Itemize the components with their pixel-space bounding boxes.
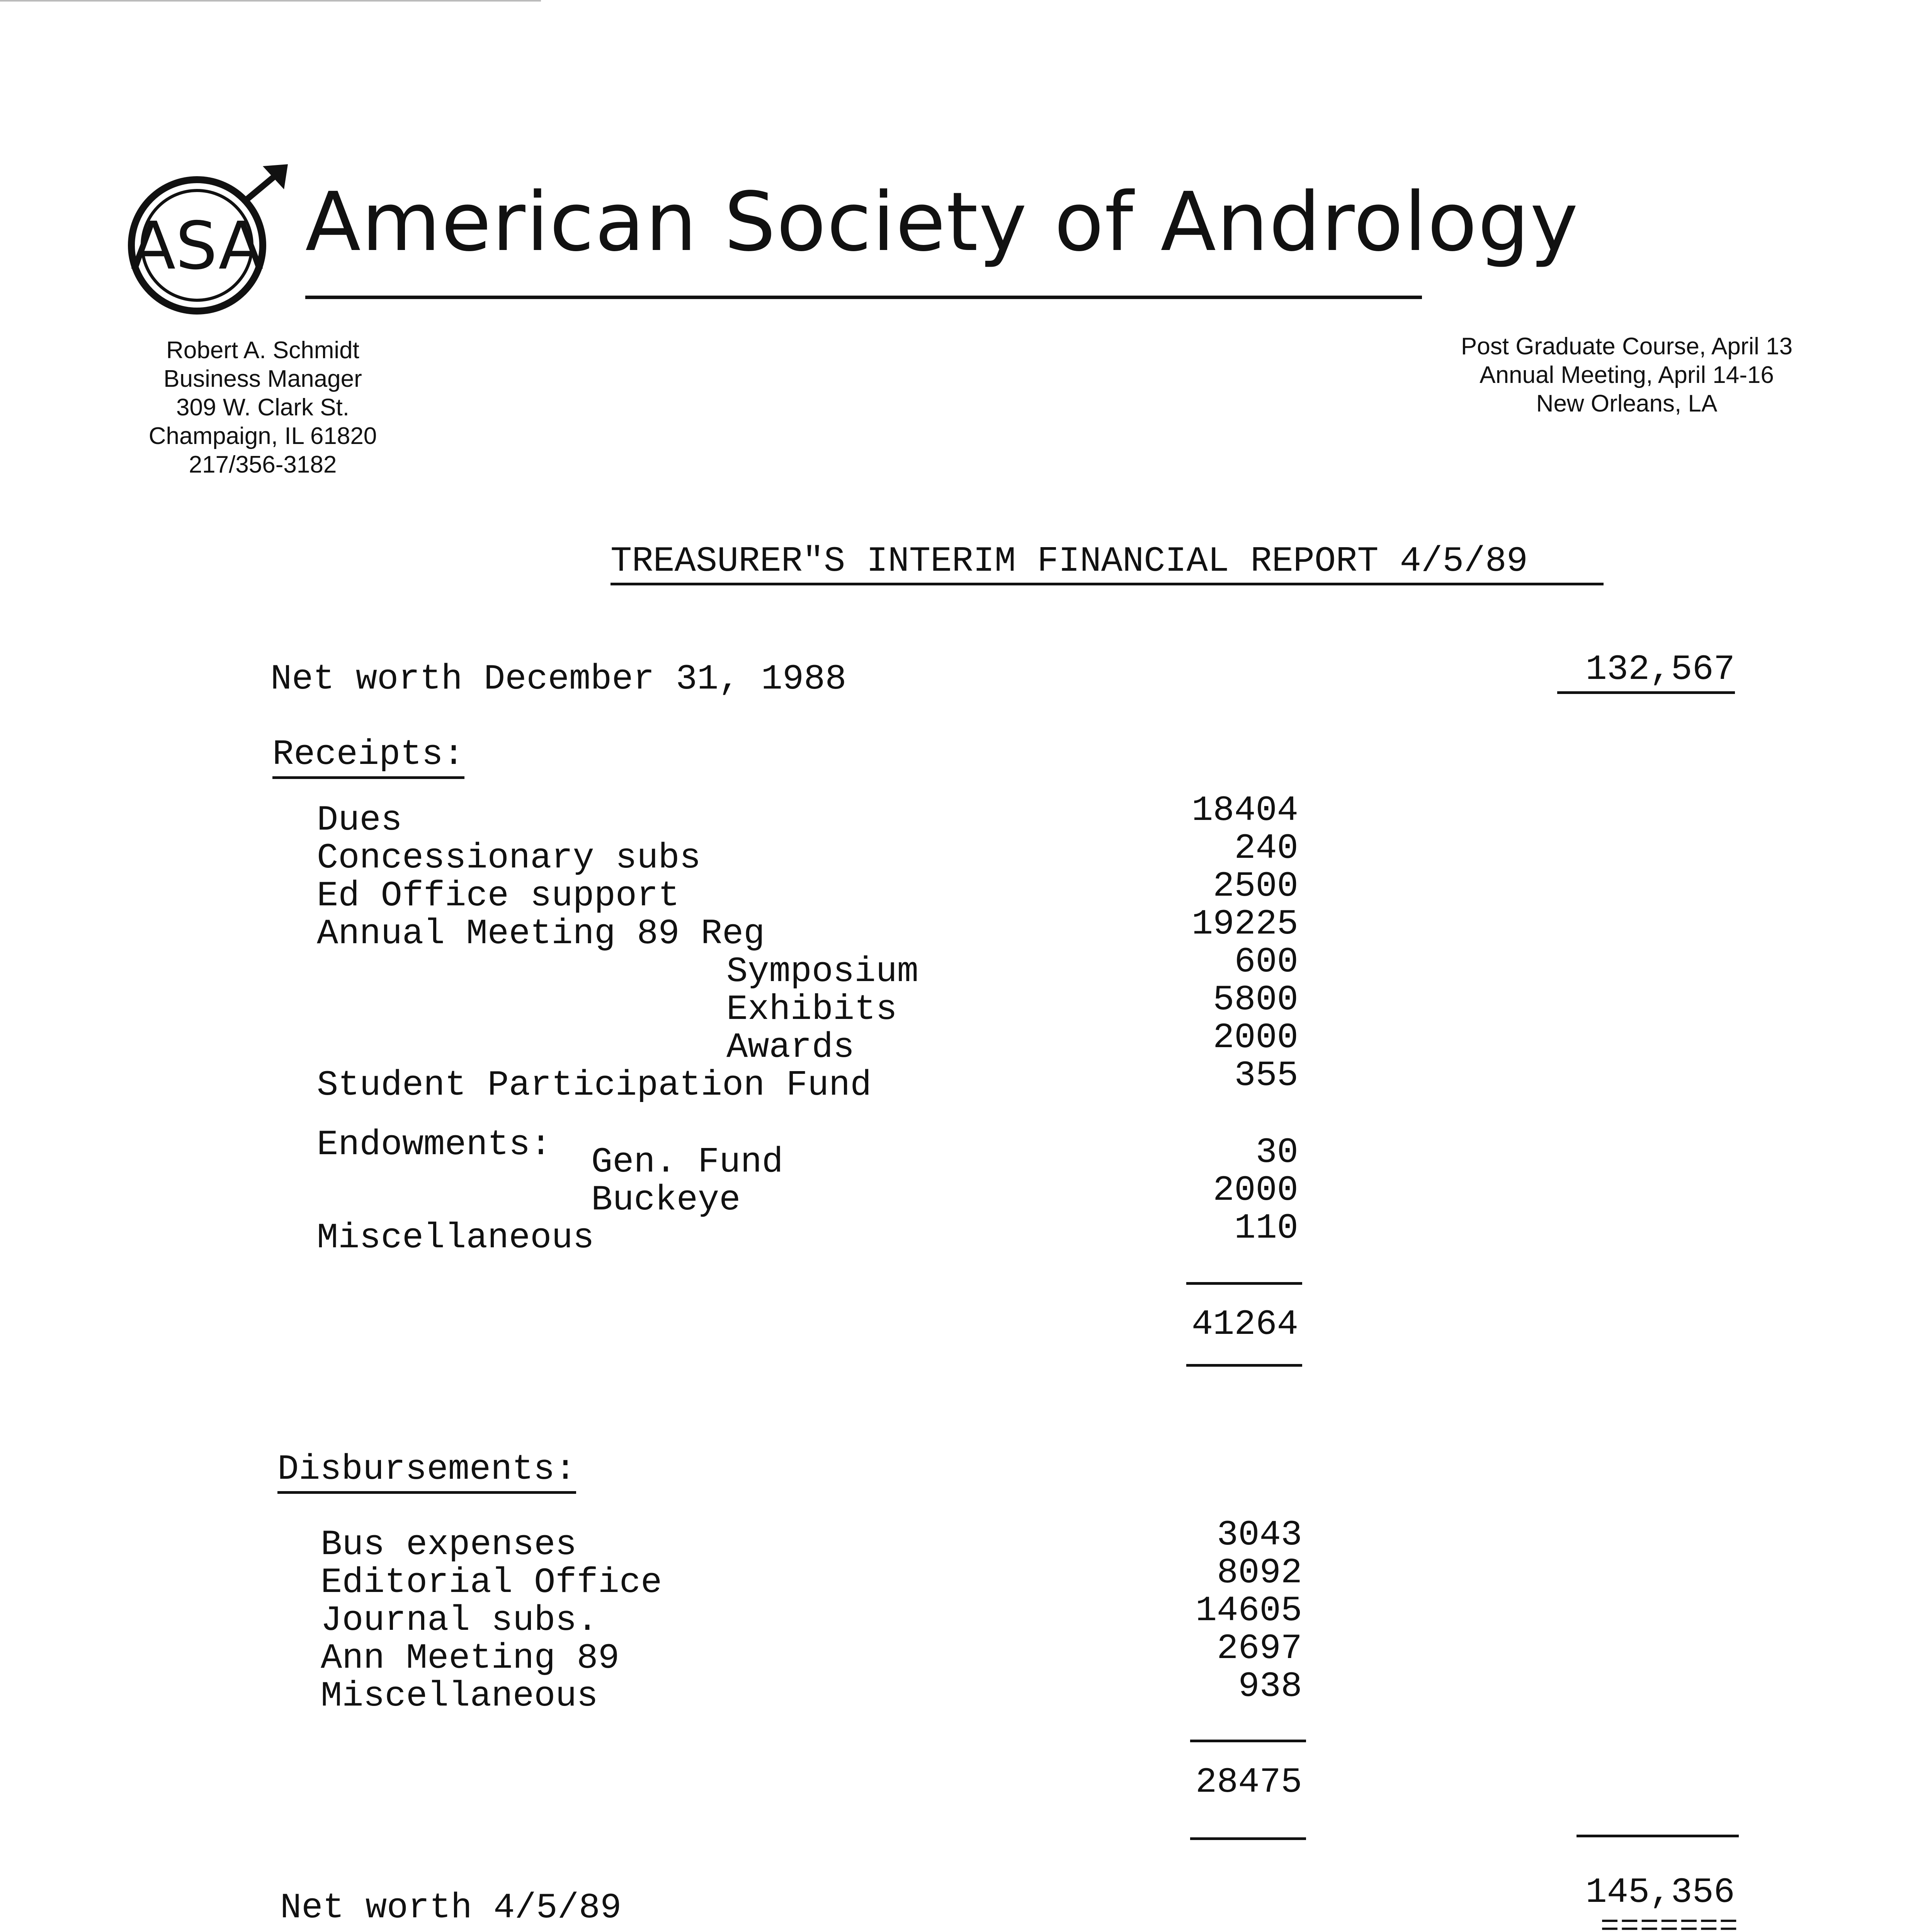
net-worth-start-value: 132,567	[1557, 649, 1735, 694]
disbursements-total-rule	[1190, 1837, 1306, 1840]
disbursement-label: Editorial Office	[321, 1562, 662, 1603]
org-name-rule	[305, 296, 1422, 299]
receipt-label: Exhibits	[726, 989, 897, 1030]
net-worth-rule	[1577, 1835, 1739, 1837]
receipt-value: 2000	[1213, 1170, 1298, 1211]
disbursements-heading: Disbursements:	[277, 1449, 576, 1494]
disbursement-value: 8092	[1217, 1553, 1302, 1593]
receipt-label: Student Participation Fund	[317, 1065, 872, 1105]
receipt-value: 18404	[1191, 790, 1298, 831]
receipt-value: 600	[1234, 942, 1298, 982]
receipts-heading: Receipts:	[272, 734, 464, 779]
address-line: 217/356-3182	[189, 451, 337, 478]
report-title: TREASURER"S INTERIM FINANCIAL REPORT 4/5/89	[611, 541, 1528, 582]
net-worth-start-label: Net worth December 31, 1988	[270, 659, 847, 699]
receipt-label: Symposium	[726, 951, 918, 992]
org-name: American Society of Andrology	[305, 175, 1579, 269]
receipt-value: 30	[1255, 1132, 1298, 1173]
scan-edge-line	[0, 0, 541, 2]
address-line: Champaign, IL 61820	[148, 423, 377, 449]
receipt-label: Concessionary subs	[317, 838, 701, 878]
address-line: Robert A. Schmidt	[166, 337, 359, 364]
meeting-line: Post Graduate Course, April 13	[1461, 333, 1793, 360]
logo-letters: ASA	[131, 208, 264, 284]
receipt-value: 2500	[1213, 866, 1298, 906]
receipt-label: Miscellaneous	[317, 1218, 594, 1258]
endowments-label: Endowments:	[317, 1124, 552, 1165]
disbursement-value: 3043	[1217, 1515, 1302, 1555]
address-line: Business Manager	[163, 366, 362, 392]
address-line: 309 W. Clark St.	[176, 394, 349, 421]
meeting-info	[1414, 332, 1839, 418]
receipts-subtotal-rule	[1186, 1282, 1302, 1285]
disbursement-label: Journal subs.	[321, 1600, 598, 1641]
receipt-value: 240	[1234, 828, 1298, 869]
receipt-label: Buckeye	[591, 1180, 741, 1220]
receipt-value: 19225	[1191, 904, 1298, 944]
business-manager-address	[116, 336, 410, 479]
net-worth-end-label: Net worth 4/5/89	[280, 1888, 622, 1928]
double-underline: =======	[1600, 1909, 1739, 1932]
asa-logo	[124, 162, 294, 325]
receipts-total-rule	[1186, 1364, 1302, 1367]
disbursement-value: 2697	[1217, 1628, 1302, 1669]
disbursement-label: Ann Meeting 89	[321, 1638, 619, 1679]
receipt-label: Dues	[317, 800, 402, 840]
receipt-label: Awards	[726, 1027, 855, 1068]
disbursements-total: 28475	[1195, 1762, 1302, 1803]
receipt-label: Annual Meeting 89 Reg	[317, 913, 765, 954]
receipt-value: 110	[1234, 1208, 1298, 1248]
disbursement-label: Miscellaneous	[321, 1676, 598, 1716]
meeting-line: Annual Meeting, April 14-16	[1480, 362, 1774, 388]
receipt-label: Gen. Fund	[591, 1142, 783, 1182]
disbursement-label: Bus expenses	[321, 1524, 577, 1565]
receipts-total: 41264	[1191, 1304, 1298, 1345]
disbursements-subtotal-rule	[1190, 1740, 1306, 1742]
receipt-value: 2000	[1213, 1017, 1298, 1058]
net-worth-end-value: 145,356	[1585, 1872, 1735, 1913]
meeting-line: New Orleans, LA	[1536, 390, 1718, 417]
receipt-value: 355	[1234, 1055, 1298, 1096]
disbursement-value: 14605	[1195, 1590, 1302, 1631]
report-title-rule	[611, 583, 1604, 585]
receipt-label: Ed Office support	[317, 876, 680, 916]
disbursement-value: 938	[1238, 1666, 1302, 1707]
receipt-value: 5800	[1213, 980, 1298, 1020]
